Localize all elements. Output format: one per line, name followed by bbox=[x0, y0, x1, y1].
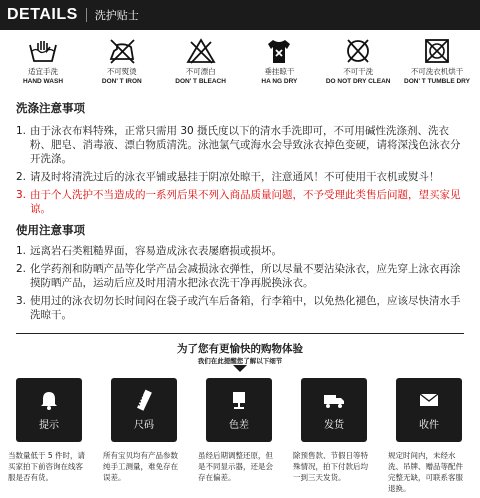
monitor-icon bbox=[228, 389, 250, 411]
item-text: 使用过的泳衣切勿长时间闷在袋子或汽车后备箱，行李箱中，以免热化褪色，应该尽快清水手洗晾干。 bbox=[30, 295, 461, 321]
item-number: 2. bbox=[16, 171, 27, 183]
card-description: 规定时间内，未经水洗、吊牌、赠品等配件完整无缺，可联系客服退换。 bbox=[388, 451, 463, 493]
care-do-not-tumble-dry bbox=[398, 37, 476, 89]
list-item bbox=[16, 294, 468, 322]
item-number: 3. bbox=[16, 189, 27, 201]
header-separator bbox=[86, 8, 87, 22]
care-hang-dry bbox=[240, 37, 318, 89]
item-number: 3. bbox=[16, 295, 27, 307]
card-description: 所有宝贝均有产品参数纯手工测量，难免存在误差。 bbox=[103, 451, 178, 482]
care-label-zh: 垂挂晾干 bbox=[264, 67, 295, 76]
card-label: 色差 bbox=[229, 420, 249, 431]
experience-subtitle: 我们在此提醒您了解以下细节 bbox=[197, 357, 283, 365]
care-hand-wash bbox=[4, 37, 82, 89]
details-header bbox=[0, 0, 480, 30]
down-triangle-icon bbox=[233, 365, 247, 372]
care-label-zh: 不可熨烫 bbox=[106, 67, 137, 76]
item-text: 远离岩石类粗糙界面，容易造成泳衣表屡磨损或损坏。 bbox=[30, 245, 282, 257]
care-label-en: DON' T IRON bbox=[101, 78, 142, 85]
do-not-bleach-icon bbox=[186, 37, 216, 65]
usage-notes-list bbox=[16, 244, 468, 326]
wash-section-title: 洗涤注意事项 bbox=[16, 101, 85, 115]
list-item bbox=[16, 170, 468, 184]
card-tile bbox=[301, 378, 367, 442]
experience-card-shipping bbox=[287, 378, 381, 483]
header-title-zh: 洗护贴士 bbox=[94, 9, 139, 22]
list-item-warning bbox=[16, 188, 468, 216]
card-description: 当数量低于 5 件时，请买家拍下前咨询在线客服是否有货。 bbox=[8, 451, 86, 482]
item-number: 2. bbox=[16, 263, 27, 275]
ruler-icon bbox=[133, 389, 155, 411]
card-tile bbox=[206, 378, 272, 442]
card-tile bbox=[111, 378, 177, 442]
item-number: 1. bbox=[16, 125, 27, 137]
care-label-en: DO NOT DRY CLEAN bbox=[325, 78, 391, 85]
experience-card-size bbox=[97, 378, 191, 483]
do-not-tumble-dry-icon bbox=[422, 37, 452, 65]
experience-title: 为了您有更愉快的购物体验 bbox=[177, 343, 303, 355]
item-text: 化学药剂和防晒产品等化学产品会减损泳衣弹性，所以尽量不要沾染泳衣，应先穿上泳衣再涂摸防晒产品，运动后应及时用清水把泳衣洗干净再脱换泳衣。 bbox=[30, 263, 461, 289]
care-label-en: DON' T BLEACH bbox=[175, 78, 226, 85]
card-label: 提示 bbox=[39, 420, 59, 431]
care-label-zh: 不可漂白 bbox=[185, 67, 216, 76]
do-not-iron-icon bbox=[107, 37, 137, 65]
card-label: 尺码 bbox=[134, 420, 154, 431]
experience-card-color bbox=[192, 378, 286, 483]
care-do-not-bleach bbox=[162, 37, 240, 89]
card-tile bbox=[396, 378, 462, 442]
bell-icon bbox=[38, 389, 60, 411]
care-label-en: DON' T TUMBLE DRY bbox=[404, 78, 470, 85]
item-number: 1. bbox=[16, 245, 27, 257]
card-description: 虽经后期调整还原，但是不同显示器，还是会存在偏差。 bbox=[198, 451, 273, 482]
usage-section-title: 使用注意事项 bbox=[16, 223, 85, 237]
card-label: 收件 bbox=[419, 420, 439, 431]
care-do-not-iron bbox=[83, 37, 161, 89]
header-title-en: DETAILS bbox=[7, 6, 78, 23]
hang-dry-icon bbox=[264, 37, 294, 65]
item-text: 由于个人洗护不当造成的一系列后果不列入商品质量问题，不予受理此类售后问题，望买家见谅。 bbox=[30, 189, 461, 215]
card-label: 发货 bbox=[324, 420, 344, 431]
care-label-en: HAND WASH bbox=[22, 78, 64, 85]
wash-notes-list bbox=[16, 124, 468, 220]
do-not-dry-clean-icon bbox=[343, 37, 373, 65]
truck-icon bbox=[323, 389, 345, 411]
list-item bbox=[16, 262, 468, 290]
care-symbols-row bbox=[4, 37, 476, 89]
care-do-not-dry-clean bbox=[319, 37, 397, 89]
card-description: 除预售款、节假日等特殊情况，拍下付款后均一到三天发货。 bbox=[293, 451, 368, 482]
item-text: 请及时将清洗过后的泳衣平铺或悬挂于阴凉处晾干，注意通风！不可使用干衣机或熨斗！ bbox=[30, 171, 440, 183]
care-label-zh: 不可干洗 bbox=[343, 67, 374, 76]
care-label-zh: 适宜手洗 bbox=[28, 67, 58, 76]
item-text: 由于泳衣布料特殊，正常只需用 30 摄氏度以下的清水手洗即可，不可用碱性洗涤剂、洗衣粉、肥皂、消毒液、漂白物质清洗。泳池氯气或海水会导致泳衣掉色变硬，请将深浅色泳衣分开洗涤。 bbox=[30, 125, 461, 165]
experience-card-tip bbox=[2, 378, 96, 483]
envelope-icon bbox=[418, 389, 440, 411]
care-label-zh: 不可洗衣机烘干 bbox=[410, 67, 464, 76]
experience-cards bbox=[0, 378, 480, 493]
list-item bbox=[16, 124, 468, 166]
section-divider bbox=[16, 333, 464, 334]
experience-card-receive bbox=[382, 378, 476, 494]
care-label-en: HA NG DRY bbox=[261, 78, 298, 85]
card-tile bbox=[16, 378, 82, 442]
list-item bbox=[16, 244, 468, 258]
hand-wash-icon bbox=[28, 37, 58, 65]
